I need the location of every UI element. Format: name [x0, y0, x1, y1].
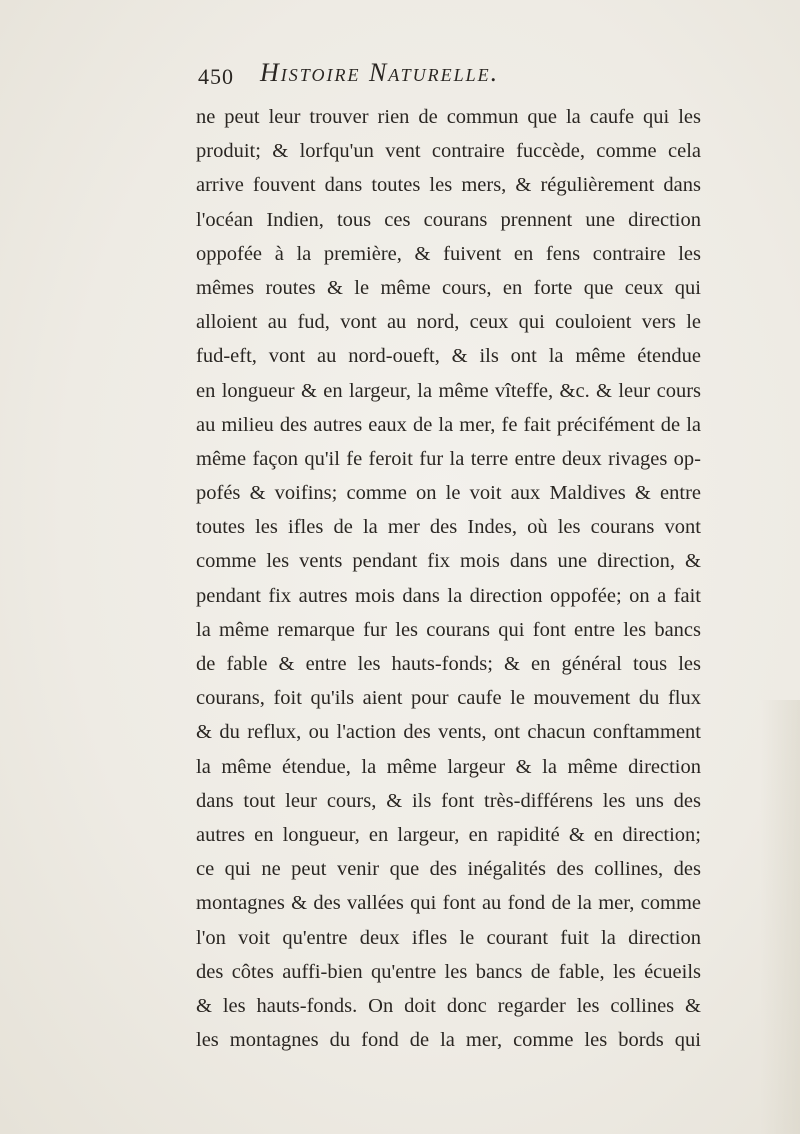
page-number: 450	[198, 64, 234, 89]
text-line: alloient au fud, vont au nord, ceux qui couloient vers le	[196, 311, 701, 334]
page-header	[198, 58, 668, 98]
text-line: l'on voit qu'entre deux ifles le courant fuit la direction	[196, 926, 701, 949]
text-line: au milieu des autres eaux de la mer, fe fait précifément de la	[196, 413, 701, 436]
text-line: pendant fix autres mois dans la direction oppofée; on a fait	[196, 584, 701, 607]
text-line: montagnes & des vallées qui font au fond de la mer, comme	[196, 892, 701, 915]
body-text	[196, 100, 701, 1057]
text-line: & les hauts-fonds. On doit donc regarder les collines &	[196, 994, 701, 1017]
text-line: la même étendue, la même largeur & la même direction	[196, 755, 701, 778]
text-line: autres en longueur, en largeur, en rapidité & en direction;	[196, 823, 701, 846]
text-line: fud-eft, vont au nord-oueft, & ils ont la même étendue	[196, 345, 701, 368]
text-line: même façon qu'il fe feroit fur la terre entre deux rivages op-	[196, 447, 701, 470]
text-line: ne peut leur trouver rien de commun que la caufe qui les	[196, 106, 701, 128]
text-line: pofés & voifins; comme on le voit aux Maldives & entre	[196, 482, 701, 505]
text-line: produit; & lorfqu'un vent contraire fuccède, comme cela	[196, 140, 701, 163]
text-line: arrive fouvent dans toutes les mers, & régulièrement dans	[196, 174, 701, 197]
text-line: oppofée à la première, & fuivent en fens contraire les	[196, 242, 701, 265]
text-line: & du reflux, ou l'action des vents, ont chacun conftamment	[196, 721, 701, 744]
text-line: dans tout leur cours, & ils font très-différens les uns des	[196, 789, 701, 812]
running-head: Histoire Naturelle.	[260, 58, 500, 87]
text-line: la même remarque fur les courans qui font entre les bancs	[196, 618, 701, 641]
text-line: ce qui ne peut venir que des inégalités des collines, des	[196, 858, 701, 881]
page-edge-shadow	[760, 700, 800, 1134]
text-line: de fable & entre les hauts-fonds; & en général tous les	[196, 653, 701, 675]
text-line: courans, foit qu'ils aient pour caufe le mouvement du flux	[196, 687, 701, 710]
text-line: comme les vents pendant fix mois dans une direction, &	[196, 550, 701, 573]
text-line: en longueur & en largeur, la même vîteffe, &c. & leur cours	[196, 379, 701, 402]
text-line: toutes les ifles de la mer des Indes, où les courans vont	[196, 516, 701, 539]
text-line: l'océan Indien, tous ces courans prennent une direction	[196, 208, 701, 231]
text-line: les montagnes du fond de la mer, comme les bords qui	[196, 1029, 701, 1052]
text-line: des côtes auffi-bien qu'entre les bancs de fable, les écueils	[196, 960, 701, 983]
text-line: mêmes routes & le même cours, en forte que ceux qui	[196, 276, 701, 299]
